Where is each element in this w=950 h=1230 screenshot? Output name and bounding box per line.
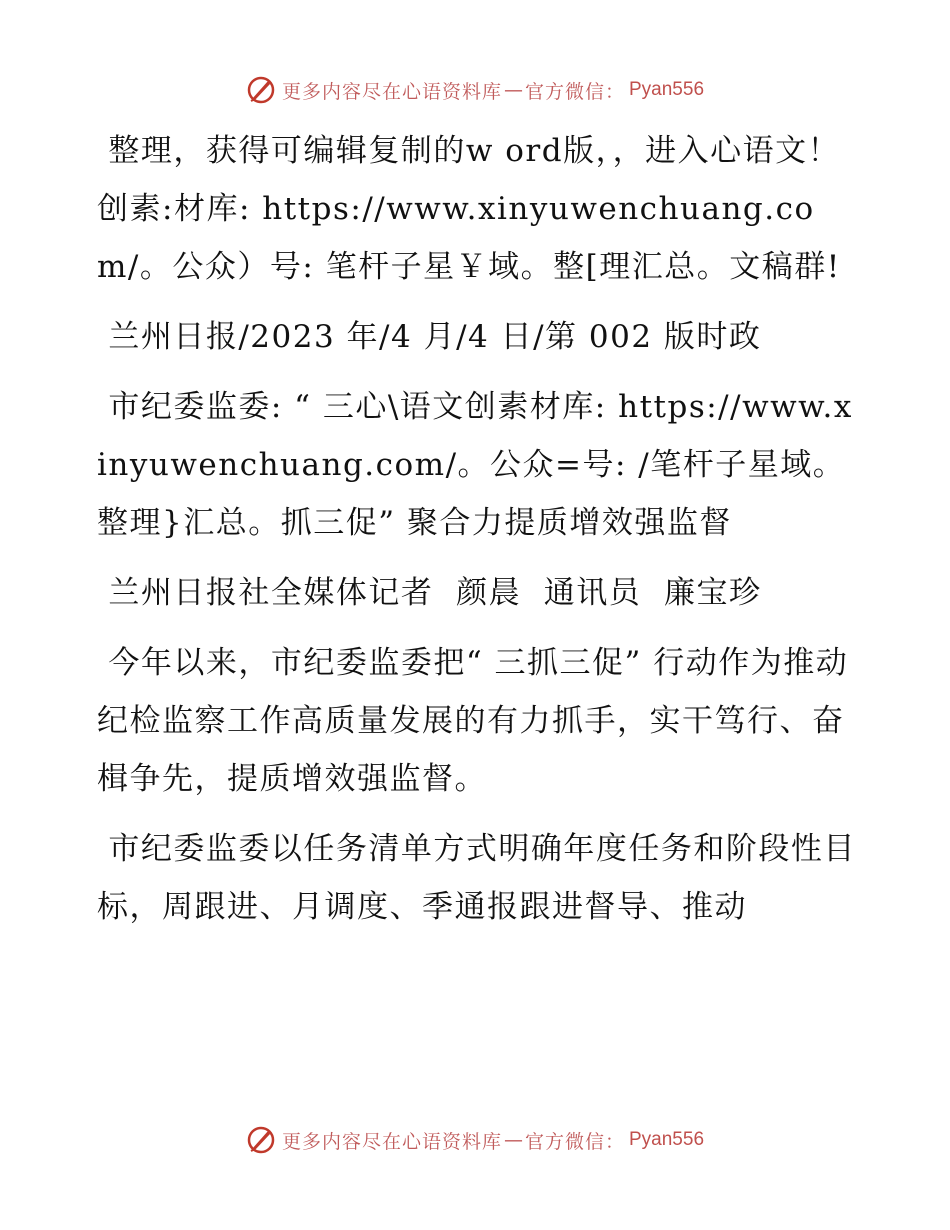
- footer-banner: [0, 1120, 950, 1160]
- banner-dash: —: [503, 1129, 523, 1151]
- banner-wechat-label: 官方微信：: [524, 80, 625, 103]
- paragraph-headline: 市纪委监委: “ 三心\语文创素材库: https://www.xinyuwenchuang.com/。公众=号: /笔杆子星域。整理}汇总。抓三促” 聚合力提质增效强监督: [97, 389, 853, 541]
- header-banner: [0, 70, 950, 110]
- paragraph-source: 兰州日报/2023 年/4 月/4 日/第 002 版时政: [97, 319, 762, 355]
- banner-wechat-label: 官方微信：: [524, 1130, 625, 1153]
- paragraph-intro: 整理，获得可编辑复制的w ord版，，进入心语文！创素:材库: https://www.xinyuwenchuang.com/。公众）号: 笔杆子星￥域。整[理汇总。文稿群!: [97, 133, 841, 285]
- banner-wechat-id: Pyan556: [629, 1129, 705, 1150]
- paragraph-body-1: 今年以来，市纪委监委把“ 三抓三促” 行动作为推动纪检监察工作高质量发展的有力抓手，实干笃行、奋楫争先，提质增效强监督。: [97, 645, 849, 797]
- quill-logo-icon: [246, 75, 276, 105]
- banner-text: 更多内容尽在心语资料库: [281, 80, 502, 103]
- quill-logo-icon: [246, 1125, 276, 1155]
- paragraph-byline: 兰州日报社全媒体记者 颜晨 通讯员 廉宝珍: [97, 575, 762, 611]
- paragraph-body-2: 市纪委监委以任务清单方式明确年度任务和阶段性目标，周跟进、月调度、季通报跟进督导、推动: [97, 831, 856, 925]
- document-body: [97, 122, 857, 948]
- banner-dash: —: [503, 79, 523, 101]
- banner-wechat-id: Pyan556: [629, 79, 705, 100]
- banner-text: 更多内容尽在心语资料库: [281, 1130, 502, 1153]
